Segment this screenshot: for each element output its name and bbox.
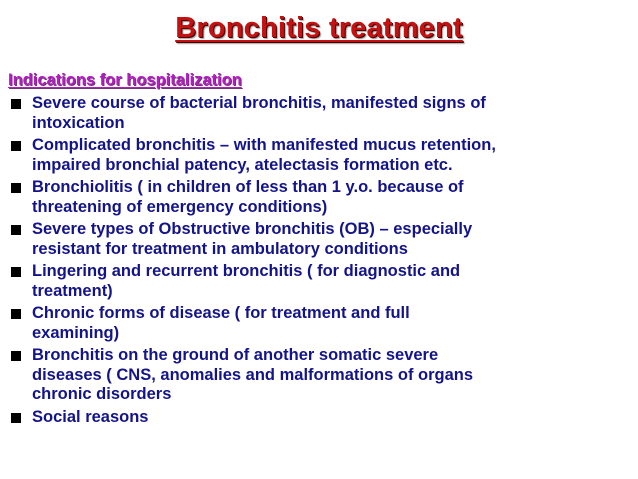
bullet-item <box>10 408 635 430</box>
square-bullet-icon <box>10 408 32 430</box>
bullet-text: Bronchiolitis ( in children of less than 1 y.o. because of threatening of emergency conditions) <box>32 178 464 216</box>
bullet-item <box>10 346 635 405</box>
square-bullet-icon <box>10 94 32 116</box>
bullet-item <box>10 136 635 175</box>
square-bullet-icon <box>10 136 32 158</box>
square-bullet-icon <box>10 262 32 284</box>
bullet-text: Severe types of Obstructive bronchitis (OB) – especially resistant for treatment in ambulatory conditions <box>32 220 473 258</box>
bullet-item <box>10 304 635 343</box>
slide-subtitle: Indications for hospitalization <box>8 71 242 89</box>
bullet-text: Complicated bronchitis – with manifested mucus retention, impaired bronchial patency, atelectasis formation etc. <box>32 136 496 174</box>
square-bullet-icon <box>10 220 32 242</box>
bullet-item <box>10 178 635 217</box>
bullet-item <box>10 94 635 133</box>
bullet-text: Social reasons <box>32 407 149 426</box>
bullet-item <box>10 262 635 301</box>
square-bullet-icon <box>10 346 32 368</box>
slide-title: Bronchitis treatment <box>175 12 463 44</box>
bullet-text: Chronic forms of disease ( for treatment and full examining) <box>32 304 410 342</box>
bullet-list <box>10 94 635 433</box>
bullet-item <box>10 220 635 259</box>
bullet-text: Bronchitis on the ground of another somatic severe diseases ( CNS, anomalies and malformations of organs chronic disorders <box>32 346 474 403</box>
square-bullet-icon <box>10 178 32 200</box>
bullet-text: Severe course of bacterial bronchitis, manifested signs of intoxication <box>32 94 486 132</box>
bullet-text: Lingering and recurrent bronchitis ( for diagnostic and treatment) <box>32 262 461 300</box>
square-bullet-icon <box>10 304 32 326</box>
